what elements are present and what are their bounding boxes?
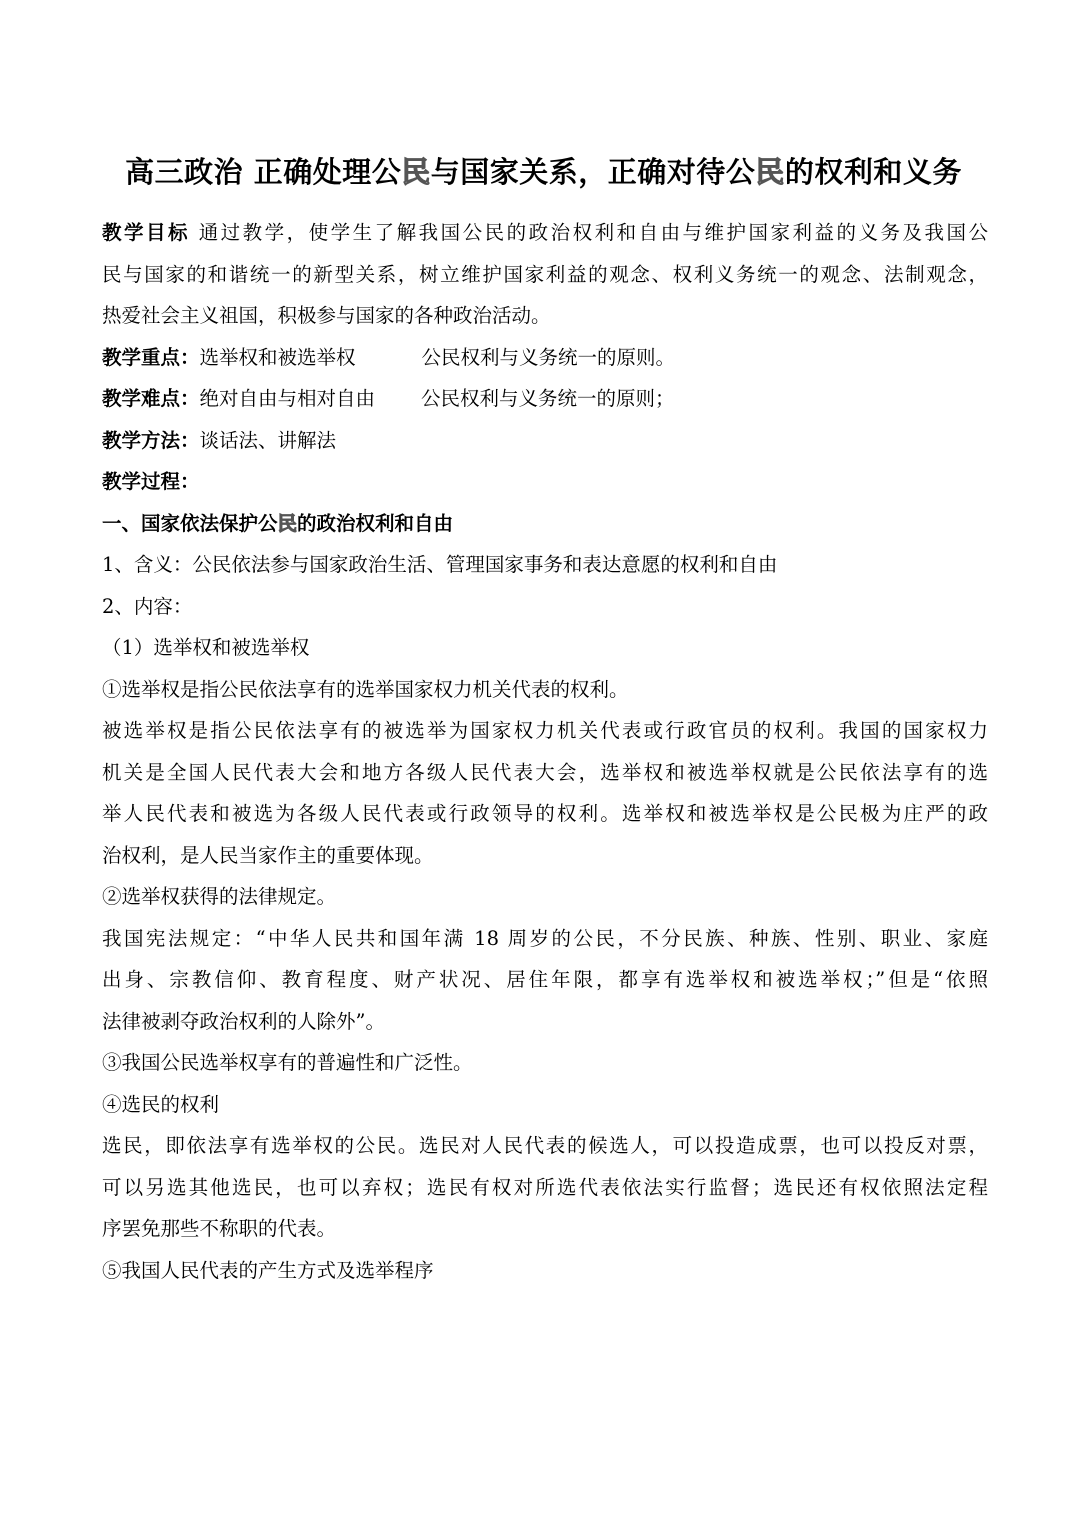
paragraph-2-line-2: 机关是全国人民代表大会和地方各级人民代表大会，选举权和被选举权就是公民依法享有的选 xyxy=(102,760,988,784)
key-points-line xyxy=(102,337,988,379)
paragraph-1: ①选举权是指公民依法享有的选举国家权力机关代表的权利。 xyxy=(102,677,629,701)
difficulties-line xyxy=(102,378,988,420)
document-body xyxy=(102,212,988,1291)
paragraph-4-line-2: 出身、宗教信仰、教育程度、财产状况、居住年限，都享有选举权和被选举权；”但是“依照 xyxy=(102,968,988,991)
key-points-item-2: 公民权利与义务统一的原则。 xyxy=(421,345,676,369)
methods-line xyxy=(102,420,988,462)
paragraph-2-line-3: 举人民代表和被选为各级人民代表或行政领导的权利。选举权和被选举权是公民极为庄严的政 xyxy=(102,802,988,825)
title-part-2: 与国家关系，正确对待公 xyxy=(430,155,756,189)
methods-label: 教学方法： xyxy=(102,428,200,452)
paragraph-7-line-2: 可以另选其他选民，也可以弃权；选民有权对所选代表依法实行监督；选民还有权依照法定程 xyxy=(102,1175,988,1199)
objectives-line-3: 热爱社会主义祖国，积极参与国家的各种政治活动。 xyxy=(102,304,551,327)
paragraph-4-line-1: 我国宪法规定：“中华人民共和国年满 18 周岁的公民，不分民族、种族、性别、职业、家庭 xyxy=(102,926,988,950)
title-part-1: 高三政治 正确处理公 xyxy=(125,155,402,189)
section-heading xyxy=(102,503,988,545)
section-heading-part-1: 一、国家依法保护公 xyxy=(102,511,278,535)
content-label: 2、内容： xyxy=(102,594,193,618)
title-outlined-char-2: 民 xyxy=(755,155,785,189)
paragraph-2-line-4: 治权利，是人民当家作主的重要体现。 xyxy=(102,843,434,867)
paragraph-7-line-3: 序罢免那些不称职的代表。 xyxy=(102,1217,337,1240)
process-label: 教学过程： xyxy=(102,470,200,493)
definition-line: 1、含义：公民依法参与国家政治生活、管理国家事务和表达意愿的权利和自由 xyxy=(102,553,778,576)
objectives-line-2: 民与国家的和谐统一的新型关系，树立维护国家利益的观念、权利义务统一的观念、法制观念， xyxy=(102,262,988,286)
paragraph-6: ④选民的权利 xyxy=(102,1092,220,1116)
paragraph-3: ②选举权获得的法律规定。 xyxy=(102,885,337,908)
difficulties-item-1: 绝对自由与相对自由 xyxy=(199,387,376,410)
paragraph-4-line-3: 法律被剥夺政治权利的人除外”。 xyxy=(102,1009,385,1033)
subsection-1-heading: （1）选举权和被选举权 xyxy=(102,636,310,659)
title-part-3: 的权利和义务 xyxy=(784,155,962,189)
section-heading-part-2: 的政治权利和自由 xyxy=(297,511,454,535)
difficulties-item-2: 公民权利与义务统一的原则； xyxy=(421,387,675,410)
paragraph-2-line-1: 被选举权是指公民依法享有的被选举为国家权力机关代表或行政官员的权利。我国的国家权力 xyxy=(102,719,988,742)
methods-value: 谈话法、讲解法 xyxy=(199,428,337,452)
difficulties-label: 教学难点： xyxy=(102,387,200,410)
objectives-line-1 xyxy=(102,212,988,254)
document-title xyxy=(0,150,1087,191)
objectives-text-1: 通过教学，使学生了解我国公民的政治权利和自由与维护国家利益的义务及我国公 xyxy=(198,221,988,244)
paragraph-5: ③我国公民选举权享有的普遍性和广泛性。 xyxy=(102,1051,473,1074)
title-outlined-char-1: 民 xyxy=(401,155,431,189)
key-points-label: 教学重点： xyxy=(102,345,200,369)
key-points-item-1: 选举权和被选举权 xyxy=(199,345,356,369)
section-heading-outlined-char: 民 xyxy=(277,511,298,535)
objectives-label: 教学目标 xyxy=(102,221,190,244)
paragraph-8: ⑤我国人民代表的产生方式及选举程序 xyxy=(102,1258,434,1282)
paragraph-7-line-1: 选民，即依法享有选举权的公民。选民对人民代表的候选人，可以投造成票，也可以投反对票， xyxy=(102,1134,988,1157)
